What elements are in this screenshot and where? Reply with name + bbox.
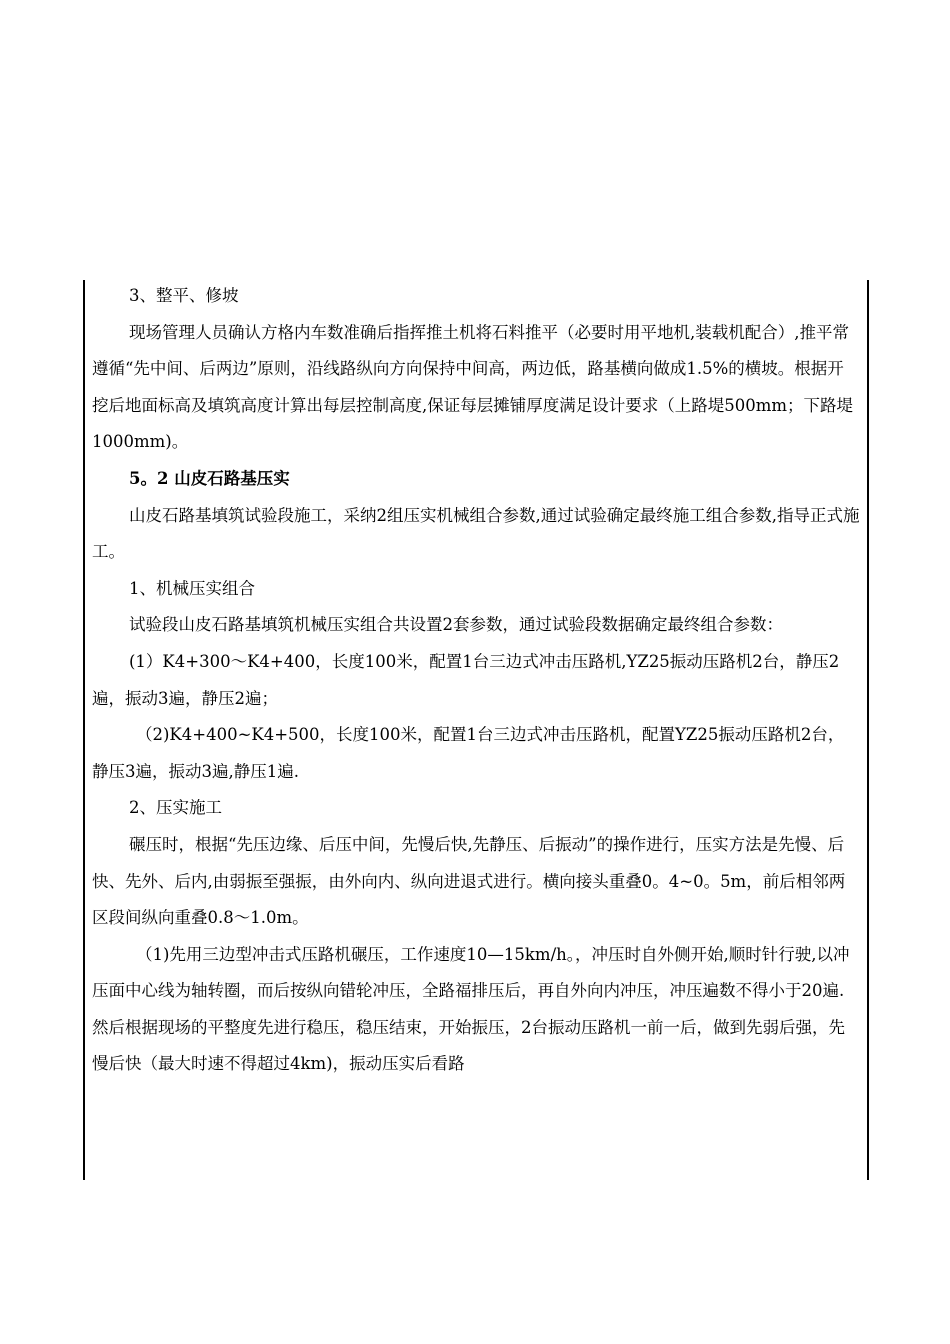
paragraph-rolling-method: 碾压时，根据“先压边缘、后压中间，先慢后快,先静压、后振动”的操作进行，压实方法是先慢、后快、先外、后内,由弱振至强振，由外向内、纵向进退式进行。横向接头重叠0。4~0。5m，前后相邻两区段间纵向重叠0.8～1.0m。	[92, 834, 846, 928]
list-item-config-1: (1）K4+300～K4+400，长度100米，配置1台三边式冲击压路机,YZ25振动压路机2台，静压2遍，振动3遍，静压2遍；	[92, 651, 840, 708]
paragraph-machinery: 试验段山皮石路基填筑机械压实组合共设置2套参数，通过试验段数据确定最终组合参数：	[129, 615, 783, 635]
subsection-heading-machinery: 1、机械压实组合	[129, 578, 255, 598]
subsection-heading-compaction-work: 2、压实施工	[129, 798, 222, 818]
document-body	[92, 278, 860, 1083]
paragraph-trial-section: 山皮石路基填筑试验段施工，采纳2组压实机械组合参数,通过试验确定最终施工组合参数,指导正式施工。	[92, 505, 860, 562]
section-heading-compaction: 5。2 山皮石路基压实	[129, 468, 290, 488]
paragraph-impact-roller: （1)先用三边型冲击式压路机碾压，工作速度10—15km/h。，冲压时自外侧开始,顺时针行驶,以冲压面中心线为轴转圈，而后按纵向错轮冲压，全路福排压后，再自外向内冲压，冲压遍数不得小于20遍.然后根据现场的平整度先进行稳压，稳压结束，开始振压，2台振动压路机一前一后，做到先弱后强，先慢后快（最大时速不得超过4km)，振动压实后看路	[92, 944, 850, 1074]
subsection-heading-leveling: 3、整平、修坡	[129, 286, 239, 305]
paragraph-leveling: 现场管理人员确认方格内车数准确后指挥推土机将石料推平（必要时用平地机,装载机配合）,推平常遵循“先中间、后两边”原则，沿线路纵向方向保持中间高，两边低，路基横向做成1.5%的横坡。根据开挖后地面标高及填筑高度计算出每层控制高度,保证每层摊铺厚度满足设计要求（上路堤500mm；下路堤1000mm)。	[92, 322, 854, 452]
list-item-config-2: （2)K4+400~K4+500，长度100米，配置1台三边式冲击压路机，配置YZ25振动压路机2台，静压3遍，振动3遍,静压1遍.	[92, 725, 845, 781]
